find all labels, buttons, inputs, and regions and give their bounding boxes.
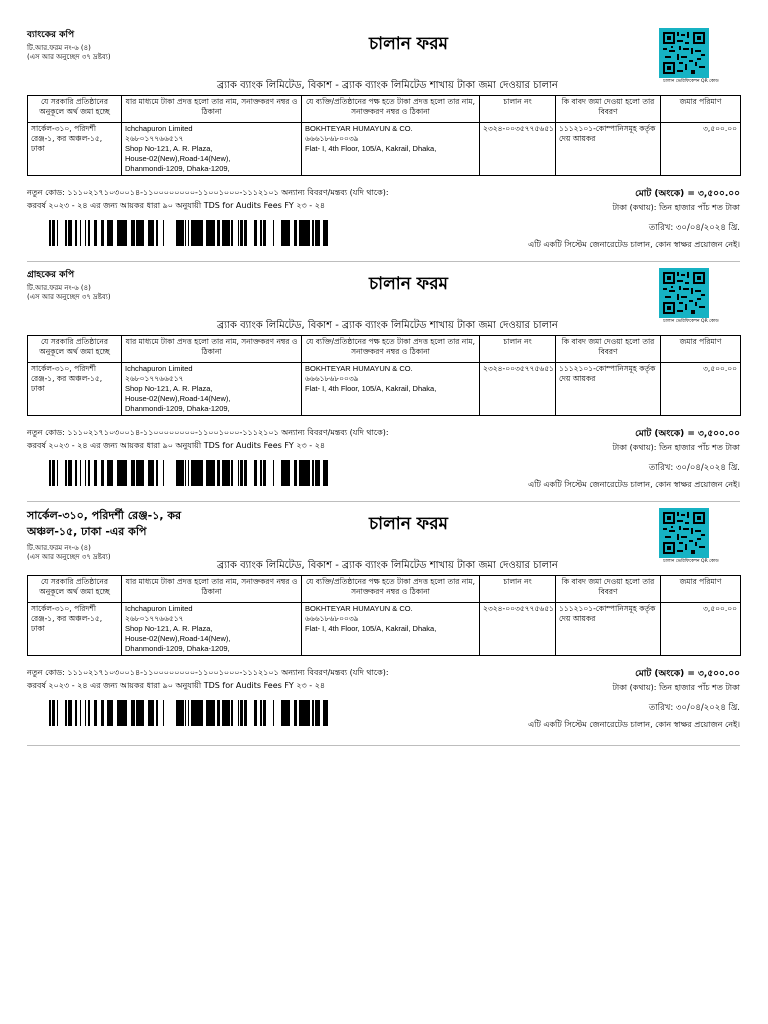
barcode-icon (49, 460, 328, 486)
payer-address-line2: House-02(New),Road-14(New), (125, 634, 231, 643)
code-line: নতুন কোড: ১১১০২১৭১০৩০০১৪-১১০০০০০০০০-১১০০১০০০-১১১২১০১ অন্যান্য বিবরণ/মন্তব্য (যদি থাকে): (27, 428, 389, 437)
header-payer: যার মাধ্যমে টাকা প্রদত্ত হলো তার নাম, সনাক্তকরণ নম্বর ও ঠিকানা (122, 576, 302, 603)
payer-address-line3: Dhanmondi-1209, Dhaka-1209, (125, 164, 230, 173)
cell-challan-no: ২৩২৪-০০৩৫৭৭৫৬৫১ (480, 123, 556, 176)
payer-address-line3: Dhanmondi-1209, Dhaka-1209, (125, 644, 230, 653)
cell-challan-no: ২৩২৪-০০৩৫৭৭৫৬৫১ (480, 603, 556, 656)
header-party: যে ব্যক্তি/প্রতিষ্ঠানের পক্ষ হতে টাকা প্রদত্ত হলো তার নাম, সনাক্তকরণ নম্বর ও ঠিকানা (302, 96, 480, 123)
header-challan-no: চালান নং (480, 96, 556, 123)
header-description: কি বাবদ জমা দেওয়া হলো তার বিবরণ (556, 576, 661, 603)
table-row (28, 363, 741, 416)
party-address: Flat- I, 4th Floor, 105/A, Kakrail, Dhaka, (305, 384, 437, 393)
system-note: এটি একটি সিস্টেম জেনারেটেড চালান, কোন স্বাক্ষর প্রয়োজন নেই। (528, 720, 740, 729)
payer-name: Ichchapuron Limited (125, 124, 193, 133)
form-subtitle: ব্র্যাক ব্যাংক লিমিটেড, বিকাশ - ব্র্যাক ব্যাংক লিমিটেড শাখায় টাকা জমা দেওয়ার চালান (217, 80, 558, 91)
section-divider (27, 745, 740, 746)
fy-line: করবর্ষ ২০২৩ - ২৪ এর জন্য আয়কর ধারা ৯০ অনুযায়ী TDS for Audits Fees FY ২৩ - ২৪ (27, 201, 326, 210)
qr-code-icon (659, 508, 709, 558)
header-amount: জমার পরিমাণ (661, 576, 741, 603)
total-amount: মোট (অংকে) = ৩,৫০০.০০ (635, 669, 740, 679)
tr-form-number: টি.আর.ফরম নং-৬ (৪) (27, 284, 91, 292)
cell-institution: সার্কেল-৩১০, পরিদর্শী রেঞ্জ-১, কর অঞ্চল-১৫, ঢাকা (28, 123, 122, 176)
cell-amount: ৩,৫০০.০০ (661, 363, 741, 416)
header-payer: যার মাধ্যমে টাকা প্রদত্ত হলো তার নাম, সনাক্তকরণ নম্বর ও ঠিকানা (122, 336, 302, 363)
form-subtitle: ব্র্যাক ব্যাংক লিমিটেড, বিকাশ - ব্র্যাক ব্যাংক লিমিটেড শাখায় টাকা জমা দেওয়ার চালান (217, 560, 558, 571)
form-title: চালান ফরম (369, 34, 448, 54)
header-description: কি বাবদ জমা দেওয়া হলো তার বিবরণ (556, 336, 661, 363)
barcode-icon (49, 700, 328, 726)
table-header-row (28, 96, 741, 123)
party-name: BOKHTEYAR HUMAYUN & CO. (305, 604, 413, 613)
total-amount: মোট (অংকে) = ৩,৫০০.০০ (635, 189, 740, 199)
barcode-icon (49, 220, 328, 246)
tr-form-number: টি.আর.ফরম নং-৬ (৪) (27, 544, 91, 552)
tr-form-number: টি.আর.ফরম নং-৬ (৪) (27, 44, 91, 52)
cell-description: ১১১২১০১-কোম্পানিসমূহ কর্তৃক দেয় আয়কর (556, 363, 661, 416)
cell-description: ১১১২১০১-কোম্পানিসমূহ কর্তৃক দেয় আয়কর (556, 603, 661, 656)
fy-line: করবর্ষ ২০২৩ - ২৪ এর জন্য আয়কর ধারা ৯০ অনুযায়ী TDS for Audits Fees FY ২৩ - ২৪ (27, 681, 326, 690)
fy-line: করবর্ষ ২০২৩ - ২৪ এর জন্য আয়কর ধারা ৯০ অনুযায়ী TDS for Audits Fees FY ২৩ - ২৪ (27, 441, 326, 450)
cell-payer (122, 603, 302, 656)
payer-address-line2: House-02(New),Road-14(New), (125, 394, 231, 403)
cell-party (302, 603, 480, 656)
challan-table (27, 575, 741, 656)
party-id: ৬৬৬১৮৬৮০০৩৯ (305, 134, 359, 143)
challan-table (27, 95, 741, 176)
header-party: যে ব্যক্তি/প্রতিষ্ঠানের পক্ষ হতে টাকা প্রদত্ত হলো তার নাম, সনাক্তকরণ নম্বর ও ঠিকানা (302, 336, 480, 363)
table-row (28, 123, 741, 176)
payer-id: ২৬৮০১৭৭৬৬৫১৭ (125, 374, 184, 383)
header-party: যে ব্যক্তি/প্রতিষ্ঠানের পক্ষ হতে টাকা প্রদত্ত হলো তার নাম, সনাক্তকরণ নম্বর ও ঠিকানা (302, 576, 480, 603)
code-line: নতুন কোড: ১১১০২১৭১০৩০০১৪-১১০০০০০০০০-১১০০১০০০-১১১২১০১ অন্যান্য বিবরণ/মন্তব্য (যদি থাকে): (27, 188, 389, 197)
section-divider (27, 261, 740, 262)
date: তারিখ: ৩০/০৪/২০২৪ খ্রি. (648, 223, 740, 233)
tr-form-rule: (এস আর অনুচ্ছেদ ৩৭ দ্রষ্টব্য) (27, 553, 111, 561)
party-name: BOKHTEYAR HUMAYUN & CO. (305, 124, 413, 133)
total-amount: মোট (অংকে) = ৩,৫০০.০০ (635, 429, 740, 439)
payer-address-line1: Shop No-121, A. R. Plaza, (125, 384, 213, 393)
form-title: চালান ফরম (369, 514, 448, 534)
header-institution: যে সরকারি প্রতিষ্ঠানের অনুকূলে অর্থ জমা হচ্ছে (28, 96, 122, 123)
cell-amount: ৩,৫০০.০০ (661, 603, 741, 656)
party-id: ৬৬৬১৮৬৮০০৩৯ (305, 614, 359, 623)
table-header-row (28, 336, 741, 363)
qr-code-icon (659, 28, 709, 78)
party-address: Flat- I, 4th Floor, 105/A, Kakrail, Dhaka, (305, 144, 437, 153)
header-challan-no: চালান নং (480, 576, 556, 603)
amount-in-words: টাকা (কথায়): তিন হাজার পাঁচ শত টাকা (612, 683, 740, 692)
form-title: চালান ফরম (369, 274, 448, 294)
challan-table (27, 335, 741, 416)
cell-description: ১১১২১০১-কোম্পানিসমূহ কর্তৃক দেয় আয়কর (556, 123, 661, 176)
header-description: কি বাবদ জমা দেওয়া হলো তার বিবরণ (556, 96, 661, 123)
system-note: এটি একটি সিস্টেম জেনারেটেড চালান, কোন স্বাক্ষর প্রয়োজন নেই। (528, 240, 740, 249)
date: তারিখ: ৩০/০৪/২০২৪ খ্রি. (648, 463, 740, 473)
qr-code-icon (659, 268, 709, 318)
system-note: এটি একটি সিস্টেম জেনারেটেড চালান, কোন স্বাক্ষর প্রয়োজন নেই। (528, 480, 740, 489)
payer-id: ২৬৮০১৭৭৬৬৫১৭ (125, 134, 184, 143)
cell-party (302, 363, 480, 416)
payer-name: Ichchapuron Limited (125, 364, 193, 373)
payer-address-line2: House-02(New),Road-14(New), (125, 154, 231, 163)
cell-institution: সার্কেল-৩১০, পরিদর্শী রেঞ্জ-১, কর অঞ্চল-১৫, ঢাকা (28, 603, 122, 656)
copy-label: সার্কেল-৩১০, পরিদর্শী রেঞ্জ-১, কর অঞ্চল-১৫, ঢাকা -এর কপি (27, 509, 182, 538)
section-divider (27, 501, 740, 502)
cell-challan-no: ২৩২৪-০০৩৫৭৭৫৬৫১ (480, 363, 556, 416)
tr-form-rule: (এস আর অনুচ্ছেদ ৩৭ দ্রষ্টব্য) (27, 53, 111, 61)
table-header-row (28, 576, 741, 603)
payer-name: Ichchapuron Limited (125, 604, 193, 613)
payer-address-line1: Shop No-121, A. R. Plaza, (125, 144, 213, 153)
cell-amount: ৩,৫০০.০০ (661, 123, 741, 176)
header-amount: জমার পরিমাণ (661, 96, 741, 123)
party-name: BOKHTEYAR HUMAYUN & CO. (305, 364, 413, 373)
qr-caption: চালান ভেরিফিকেশন QR কোড (663, 559, 719, 564)
copy-label: গ্রাহকের কপি (27, 270, 75, 280)
qr-caption: চালান ভেরিফিকেশন QR কোড (663, 79, 719, 84)
header-amount: জমার পরিমাণ (661, 336, 741, 363)
table-row (28, 603, 741, 656)
code-line: নতুন কোড: ১১১০২১৭১০৩০০১৪-১১০০০০০০০০-১১০০১০০০-১১১২১০১ অন্যান্য বিবরণ/মন্তব্য (যদি থাকে): (27, 668, 389, 677)
amount-in-words: টাকা (কথায়): তিন হাজার পাঁচ শত টাকা (612, 443, 740, 452)
party-id: ৬৬৬১৮৬৮০০৩৯ (305, 374, 359, 383)
copy-label: ব্যাংকের কপি (27, 30, 75, 40)
cell-payer (122, 123, 302, 176)
form-subtitle: ব্র্যাক ব্যাংক লিমিটেড, বিকাশ - ব্র্যাক ব্যাংক লিমিটেড শাখায় টাকা জমা দেওয়ার চালান (217, 320, 558, 331)
party-address: Flat- I, 4th Floor, 105/A, Kakrail, Dhaka, (305, 624, 437, 633)
payer-id: ২৬৮০১৭৭৬৬৫১৭ (125, 614, 184, 623)
tr-form-rule: (এস আর অনুচ্ছেদ ৩৭ দ্রষ্টব্য) (27, 293, 111, 301)
cell-institution: সার্কেল-৩১০, পরিদর্শী রেঞ্জ-১, কর অঞ্চল-১৫, ঢাকা (28, 363, 122, 416)
header-institution: যে সরকারি প্রতিষ্ঠানের অনুকূলে অর্থ জমা হচ্ছে (28, 336, 122, 363)
qr-caption: চালান ভেরিফিকেশন QR কোড (663, 319, 719, 324)
header-payer: যার মাধ্যমে টাকা প্রদত্ত হলো তার নাম, সনাক্তকরণ নম্বর ও ঠিকানা (122, 96, 302, 123)
payer-address-line3: Dhanmondi-1209, Dhaka-1209, (125, 404, 230, 413)
payer-address-line1: Shop No-121, A. R. Plaza, (125, 624, 213, 633)
date: তারিখ: ৩০/০৪/২০২৪ খ্রি. (648, 703, 740, 713)
header-challan-no: চালান নং (480, 336, 556, 363)
amount-in-words: টাকা (কথায়): তিন হাজার পাঁচ শত টাকা (612, 203, 740, 212)
header-institution: যে সরকারি প্রতিষ্ঠানের অনুকূলে অর্থ জমা হচ্ছে (28, 576, 122, 603)
cell-party (302, 123, 480, 176)
cell-payer (122, 363, 302, 416)
